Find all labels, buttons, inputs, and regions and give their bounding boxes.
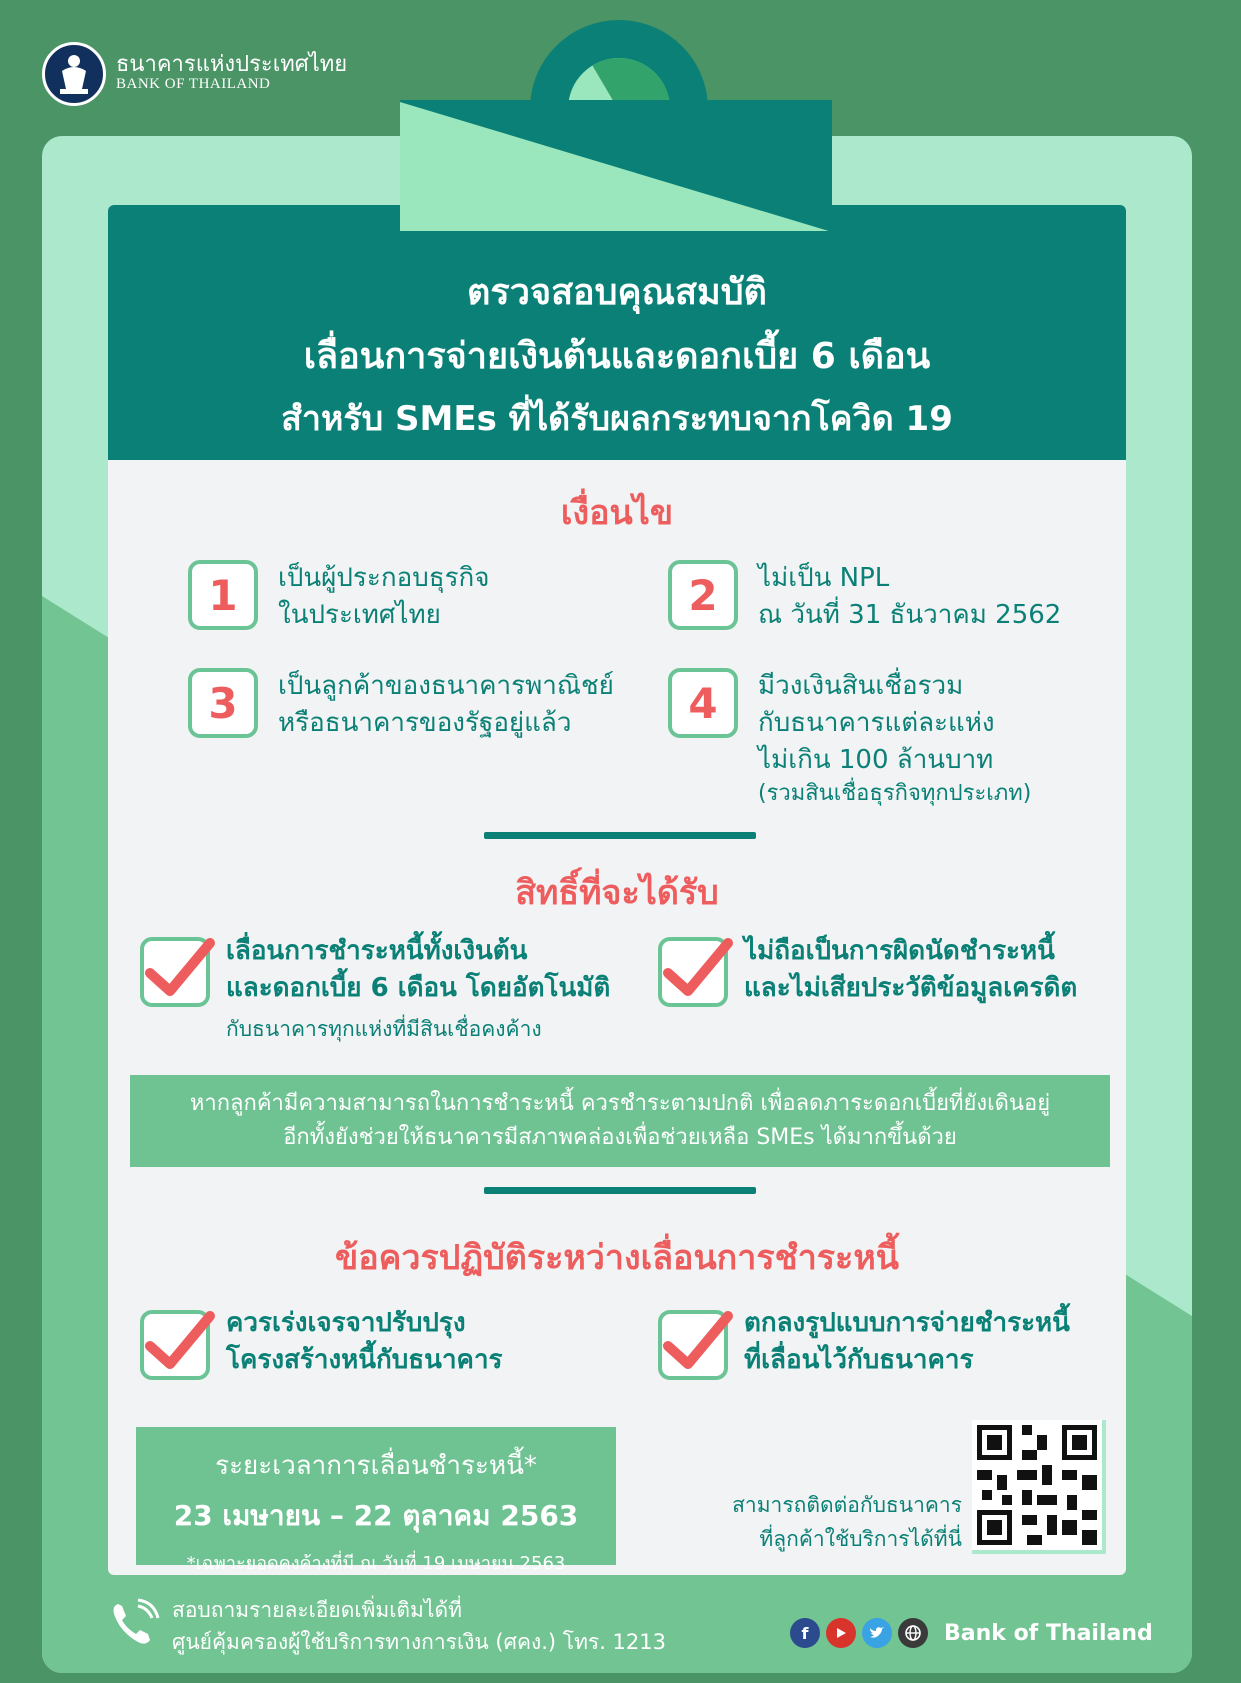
practices-heading: ข้อควรปฏิบัติระหว่างเลื่อนการชำระหนี้ [335,1238,899,1278]
period-label: ระยะเวลาการเลื่อนชำระหนี้* [215,1451,537,1481]
title-line-1: ตรวจสอบคุณสมบัติ [467,272,767,313]
qr-code-icon[interactable] [972,1420,1106,1554]
globe-icon[interactable] [898,1618,928,1648]
footer-brand-label[interactable]: Bank of Thailand [944,1621,1153,1646]
condition-1: เป็นผู้ประกอบธุรกิจ ในประเทศไทย [278,563,490,630]
title-band [108,205,1126,460]
bot-logo-emblem-icon [42,42,106,106]
condition-number-1: 1 [188,560,258,630]
checkmark-icon [140,931,220,1011]
practice-2-checkbox [658,1310,728,1380]
condition-number-2: 2 [668,560,738,630]
qr-label: สามารถติดต่อกับธนาคาร ที่ลูกค้าใช้บริการได้ที่นี่ [732,1493,962,1551]
benefits-heading: สิทธิ์ที่จะได้รับ [515,873,719,913]
paper-sheet [108,205,1126,1575]
benefit-note-band [130,1075,1110,1167]
practice-1-checkbox [140,1310,210,1380]
footer-contact [172,1594,666,1658]
section-divider [484,832,756,839]
checkmark-icon [140,1304,220,1384]
condition-2: ไม่เป็น NPL ณ วันที่ 31 ธันวาคม 2562 [758,563,1062,630]
brand-name-en: BANK OF THAILAND [116,76,271,92]
condition-3: เป็นลูกค้าของธนาคารพาณิชย์ หรือธนาคารของรัฐอยู่แล้ว [278,671,614,738]
benefit-1: เลื่อนการชำระหนี้ทั้งเงินต้น และดอกเบี้ย 6 เดือน โดยอัตโนมัติ [226,936,611,1003]
benefit-2-checkbox [658,937,728,1007]
phone-icon [108,1598,160,1654]
twitter-icon[interactable] [862,1618,892,1648]
footer-line-2: ศูนย์คุ้มครองผู้ใช้บริการทางการเงิน (ศคง.) โทร. 1213 [172,1630,666,1654]
benefit-1-sub: กับธนาคารทุกแห่งที่มีสินเชื่อคงค้าง [226,1017,542,1041]
youtube-icon[interactable] [826,1618,856,1648]
condition-4-note: (รวมสินเชื่อธุรกิจทุกประเภท) [758,781,1032,806]
title-line-3: สำหรับ SMEs ที่ได้รับผลกระทบจากโควิด 19 [281,399,953,439]
benefit-2: ไม่ถือเป็นการผิดนัดชำระหนี้ และไม่เสียประวัติข้อมูลเครดิต [744,936,1078,1003]
clipboard-clip-plate [400,100,836,240]
checkmark-icon [658,931,738,1011]
condition-4: มีวงเงินสินเชื่อรวม กับธนาคารแต่ละแห่ง ไม่เกิน 100 ล้านบาท (รวมสินเชื่อธุรกิจทุกประเภท) [758,668,1031,809]
period-dates: 23 เมษายน – 22 ตุลาคม 2563 [173,1499,579,1532]
condition-number-4: 4 [668,668,738,738]
conditions-heading: เงื่อนไข [560,493,674,533]
practice-1: ควรเร่งเจรจาปรับปรุง โครงสร้างหนี้กับธนาคาร [226,1308,503,1375]
benefit-1-checkbox [140,937,210,1007]
brand-name-th: ธนาคารแห่งประเทศไทย [116,52,348,77]
deferral-period-box [136,1427,616,1574]
condition-number-3: 3 [188,668,258,738]
period-footnote: *เฉพาะยอดคงค้างที่มี ณ วันที่ 19 เมษายน 2563 [186,1553,566,1574]
facebook-icon[interactable]: f [790,1618,820,1648]
title-line-2: เลื่อนการจ่ายเงินต้นและดอกเบี้ย 6 เดือน [303,336,931,377]
benefit-note-line-1: หากลูกค้ามีความสามารถในการชำระหนี้ ควรชำระตามปกติ เพื่อลดภาระดอกเบี้ยที่ยังเดินอยู่ [189,1091,1051,1116]
benefit-note-line-2: อีกทั้งยังช่วยให้ธนาคารมีสภาพคล่องเพื่อช่วยเหลือ SMEs ได้มากขึ้นด้วย [283,1125,957,1150]
section-divider [484,1187,756,1194]
checkmark-icon [658,1304,738,1384]
footer-line-1: สอบถามรายละเอียดเพิ่มเติมได้ที่ [172,1598,462,1622]
practice-2: ตกลงรูปแบบการจ่ายชำระหนี้ ที่เลื่อนไว้กับธนาคาร [744,1308,1070,1375]
